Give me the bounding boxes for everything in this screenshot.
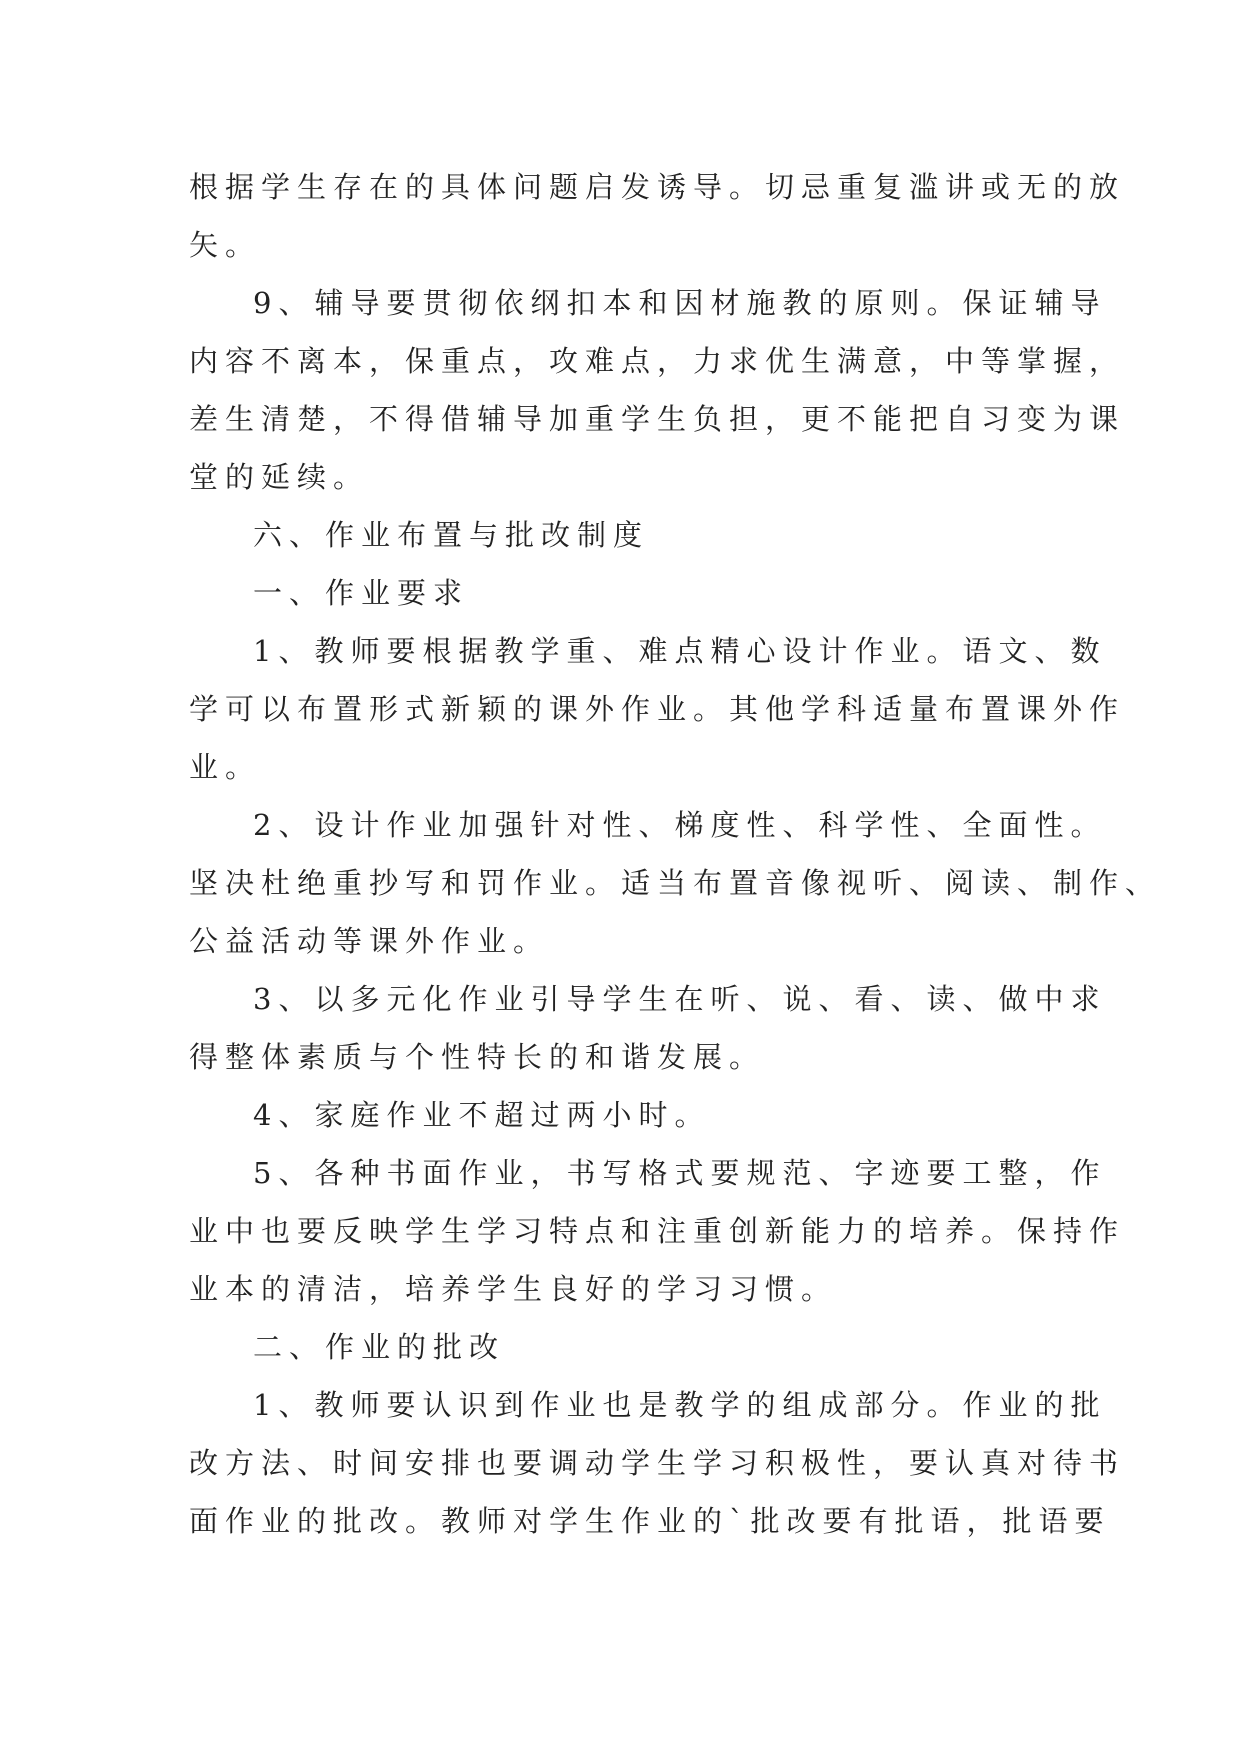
text-line: 堂的延续。 — [189, 460, 370, 494]
subsection-heading: 一、作业要求 — [253, 576, 470, 610]
text-line: 内容不离本，保重点，攻难点，力求优生满意，中等掌握， — [189, 344, 1126, 378]
text-line: 4、家庭作业不超过两小时。 — [253, 1098, 711, 1132]
document-body — [189, 158, 1162, 1550]
text-line: 差生清楚，不得借辅导加重学生负担，更不能把自习变为课 — [189, 402, 1126, 436]
text-line: 坚决杜绝重抄写和罚作业。适当布置音像视听、阅读、制作、 — [189, 866, 1162, 900]
subsection-heading: 二、作业的批改 — [253, 1330, 506, 1364]
text-line: 面作业的批改。教师对学生作业的`批改要有批语，批语要 — [189, 1504, 1111, 1538]
text-line: 2、设计作业加强针对性、梯度性、科学性、全面性。 — [253, 808, 1107, 842]
section-heading: 六、作业布置与批改制度 — [253, 518, 650, 552]
text-line: 9、辅导要贯彻依纲扣本和因材施教的原则。保证辅导 — [253, 286, 1107, 320]
text-line: 学可以布置形式新颖的课外作业。其他学科适量布置课外作 — [189, 692, 1126, 726]
text-line: 改方法、时间安排也要调动学生学习积极性，要认真对待书 — [189, 1446, 1126, 1480]
text-line: 1、教师要根据教学重、难点精心设计作业。语文、数 — [253, 634, 1107, 668]
text-line: 公益活动等课外作业。 — [189, 924, 550, 958]
text-line: 业。 — [189, 750, 262, 784]
text-line: 矢。 — [189, 228, 262, 262]
text-line: 5、各种书面作业，书写格式要规范、字迹要工整，作 — [253, 1156, 1107, 1190]
text-line: 1、教师要认识到作业也是教学的组成部分。作业的批 — [253, 1388, 1107, 1422]
text-line: 得整体素质与个性特长的和谐发展。 — [189, 1040, 766, 1074]
text-line: 业中也要反映学生学习特点和注重创新能力的培养。保持作 — [189, 1214, 1126, 1248]
text-line: 根据学生存在的具体问题启发诱导。切忌重复滥讲或无的放 — [189, 170, 1126, 204]
text-line: 3、以多元化作业引导学生在听、说、看、读、做中求 — [253, 982, 1107, 1016]
text-line: 业本的清洁，培养学生良好的学习习惯。 — [189, 1272, 838, 1306]
